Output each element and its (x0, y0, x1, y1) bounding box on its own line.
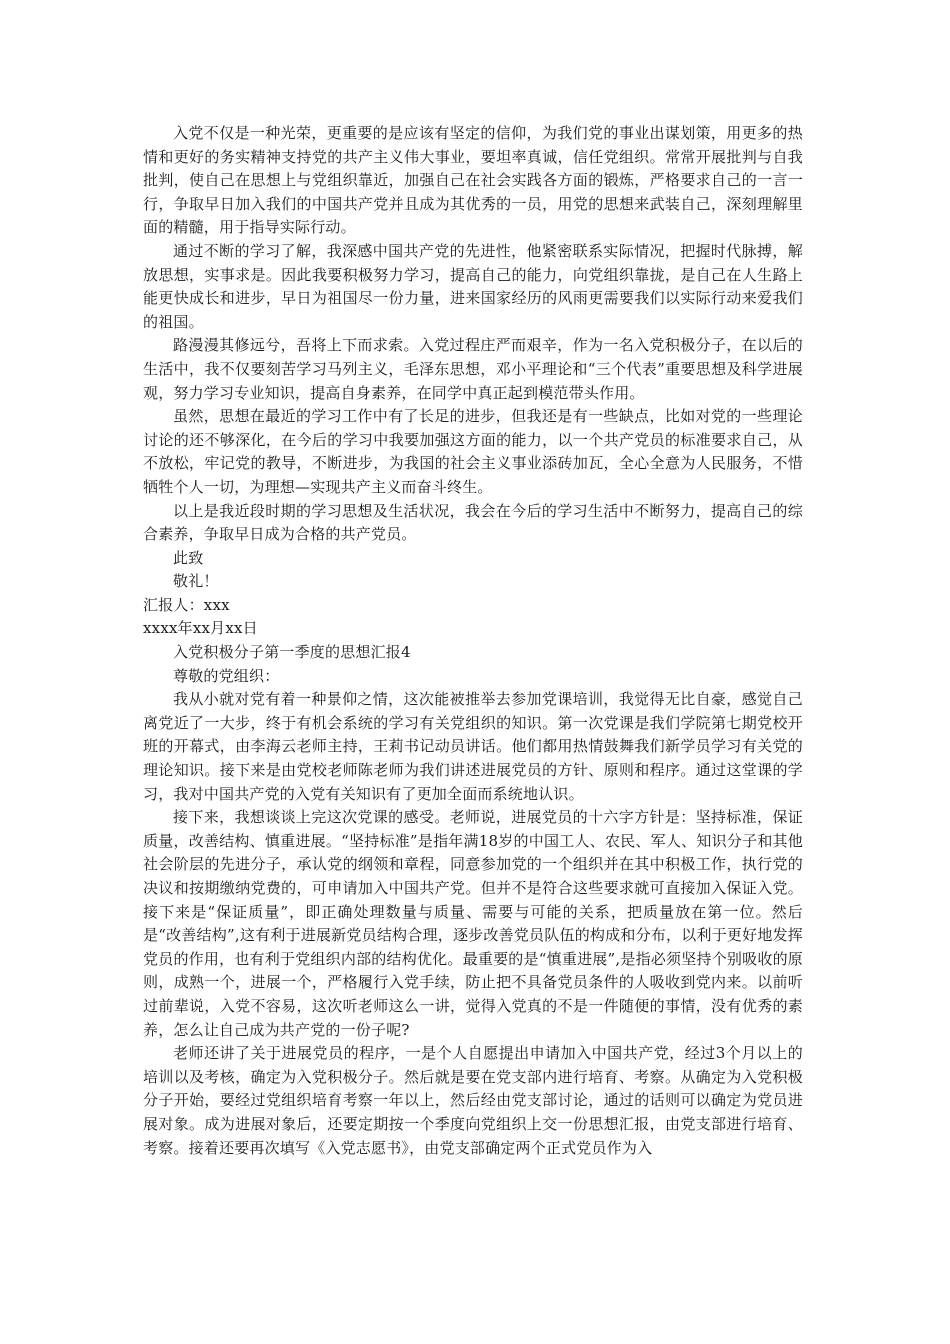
body-paragraph-6: 我从小就对党有着一种景仰之情，这次能被推举去参加党课培训，我觉得无比自豪，感觉自己离党近了一大步，终于有机会系统的学习有关党组织的知识。第一次党课是我们学院第七期党校开班的开幕式，由李海云老师主持，王莉书记动员讲话。他们都用热情鼓舞我们新学员学习有关党的理论知识。接下来是由党校老师陈老师为我们讲述进展党员的方针、原则和程序。通过这堂课的学习，我对中国共产党的入党有关知识有了更加全面而系统地认识。 (143, 690, 803, 803)
body-paragraph-5: 以上是我近段时期的学习思想及生活状况，我会在今后的学习生活中不断努力，提高自己的综合素养，争取早日成为合格的共产党员。 (143, 501, 803, 544)
date-line: xxxx年xx月xx日 (143, 619, 258, 638)
body-paragraph-8: 老师还讲了关于进展党员的程序，一是个人自愿提出申请加入中国共产党，经过3个月以上的培训以及考核，确定为入党积极分子。然后就是要在党支部内进行培育、考察。从确定为入党积极分子开始，要经过党组织培育考察一年以上，然后经由党支部讨论，通过的话则可以确定为党员进展对象。成为进展对象后，还要定期按一个季度向党组织上交一份思想汇报，由党支部进行培育、考察。接着还要再次填写《入党志愿书》，由党支部确定两个正式党员作为入 (143, 1044, 803, 1157)
salute-line: 敬礼！ (173, 572, 219, 591)
closing-line: 此致 (173, 548, 204, 567)
body-paragraph-4: 虽然，思想在最近的学习工作中有了长足的进步，但我还是有一些缺点，比如对党的一些理论讨论的还不够深化，在今后的学习中我要加强这方面的能力，以一个共产党员的标准要求自己，从不放松，牢记党的教导，不断进步，为我国的社会主义事业添砖加瓦，全心全意为人民服务，不惜牺牲个人一切，为理想—实现共产主义而奋斗终生。 (143, 407, 803, 496)
body-paragraph-1: 入党不仅是一种光荣，更重要的是应该有坚定的信仰，为我们党的事业出谋划策，用更多的热情和更好的务实精神支持党的共产主义伟大事业，要坦率真诚，信任党组织。常常开展批判与自我批判，使自己在思想上与党组织靠近，加强自己在社会实践各方面的锻炼，严格要求自己的一言一行，争取早日加入我们的中国共产党并且成为其优秀的一员，用党的思想来武装自己，深刻理解里面的精髓，用于指导实际行动。 (143, 124, 803, 237)
body-paragraph-7: 接下来，我想谈谈上完这次党课的感受。老师说，进展党员的十六字方针是：坚持标准，保证质量，改善结构、慎重进展。“坚持标准”是指年满18岁的中国工人、农民、军人、知识分子和其他社会阶层的先进分子，承认党的纲领和章程，同意参加党的一个组织并在其中积极工作，执行党的决议和按期缴纳党费的，可申请加入中国共产党。但并不是符合这些要求就可直接加入保证入党。接下来是“保证质量”，即正确处理数量与质量、需要与可能的关系，把质量放在第一位。然后是“改善结构”,这有利于进展新党员结构合理，逐步改善党员队伍的构成和分布，以利于更好地发挥党员的作用，也有利于党组织内部的结构优化。最重要的是“慎重进展”,是指必须坚持个别吸收的原则，成熟一个，进展一个，严格履行入党手续，防止把不具备党员条件的人吸收到党内来。以前听过前辈说，入党不容易，这次听老师这么一讲，觉得入党真的不是一件随便的事情，没有优秀的素养，怎么让自己成为共产党的一份子呢? (143, 808, 803, 1039)
body-paragraph-3: 路漫漫其修远兮，吾将上下而求索。入党过程庄严而艰辛，作为一名入党积极分子，在以后的生活中，我不仅要刻苦学习马列主义，毛泽东思想，邓小平理论和“三个代表”重要思想及科学进展观，努力学习专业知识，提高自身素养，在同学中真正起到模范带头作用。 (143, 336, 803, 402)
greeting-line: 尊敬的党组织： (173, 666, 280, 685)
section-title: 入党积极分子第一季度的思想汇报4 (173, 643, 411, 662)
body-paragraph-2: 通过不断的学习了解，我深感中国共产党的先进性，他紧密联系实际情况，把握时代脉搏，解放思想，实事求是。因此我要积极努力学习，提高自己的能力，向党组织靠拢，是自己在人生路上能更快成长和进步，早日为祖国尽一份力量，进来国家经历的风雨更需要我们以实际行动来爱我们的祖国。 (143, 241, 803, 331)
reporter-line: 汇报人：xxx (143, 595, 230, 614)
document-page (143, 122, 803, 1160)
